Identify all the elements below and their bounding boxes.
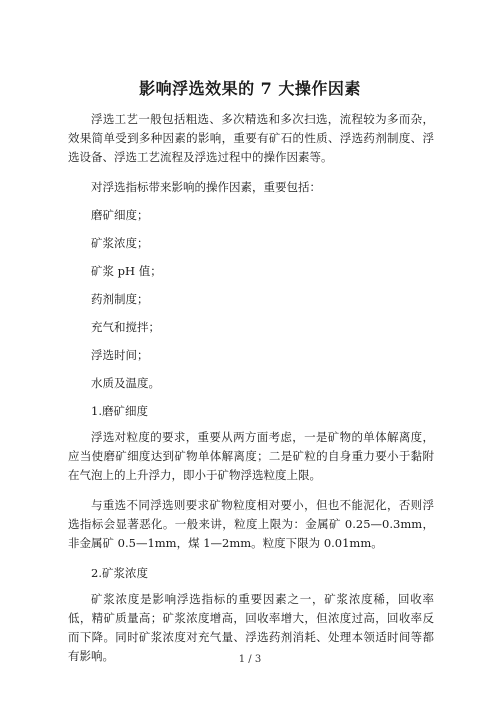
pulp-density-paragraph-1: 矿浆浓度是影响浮选指标的重要因素之一，矿浆浓度稀，回收率低，精矿质量高；矿浆浓度增高，回收率增大，但浓度过高，回收率反而下降。同时矿浆浓度对充气量、浮选药剂消耗、处理本领适时间等都有影响。: [68, 592, 434, 663]
factor-item: 磨矿细度；: [91, 208, 149, 222]
factor-item: 水质及温度。: [91, 376, 160, 390]
lead-paragraph: 对浮选指标带来影响的操作因素，重要包括：: [91, 180, 321, 194]
factor-item: 浮选时间；: [91, 348, 149, 362]
factor-item: 充气和搅拌；: [91, 320, 160, 334]
factor-item: 药剂制度；: [91, 292, 149, 306]
section-heading-grinding: 1.磨矿细度: [91, 404, 148, 418]
grinding-paragraph-1: 浮选对粒度的要求，重要从两方面考虑，一是矿物的单体解离度，应当使磨矿细度达到矿物单体解离度；二是矿粒的自身重力要小于黏附在气泡上的上升浮力，即小于矿物浮选粒度上限。: [68, 430, 434, 482]
section-heading-pulp-density: 2.矿浆浓度: [91, 566, 148, 580]
document-body: [68, 110, 434, 666]
page-title: 影响浮选效果的 7 大操作因素: [139, 79, 361, 98]
grinding-paragraph-2: 与重选不同浮选则要求矿物粒度相对要小，但也不能泥化，否则浮选指标会显著恶化。一般来讲，粒度上限为：金属矿 0.25—0.3mm，非金属矿 0.5—1mm，煤 1—2mm。粒度下限为 0.01mm。: [68, 498, 434, 550]
factor-item: 矿浆 pH 值；: [91, 264, 162, 278]
factor-item: 矿浆浓度；: [91, 236, 149, 250]
intro-paragraph: 浮选工艺一般包括粗选、多次精选和多次扫选，流程较为多而杂，效果简单受到多种因素的影响，重要有矿石的性质、浮选药剂制度、浮选设备、浮选工艺流程及浮选过程中的操作因素等。: [68, 112, 434, 164]
page-number: 1 / 3: [238, 654, 262, 665]
